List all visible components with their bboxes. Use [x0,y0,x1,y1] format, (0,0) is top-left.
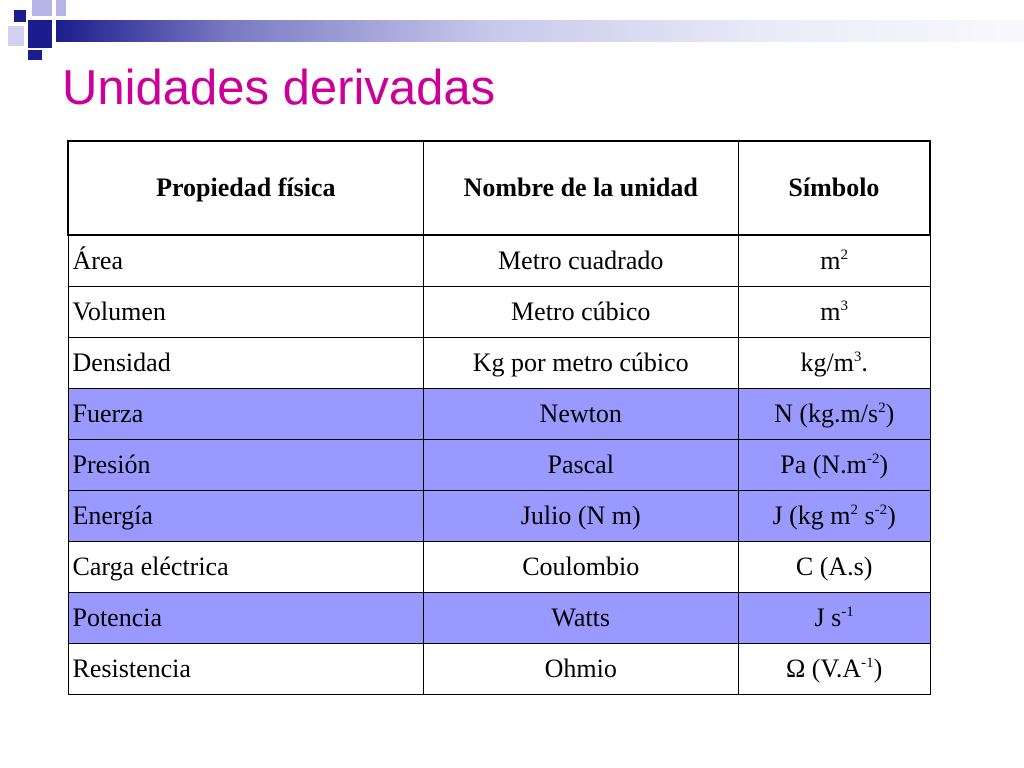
cell-property: Presión [68,440,423,491]
cell-property: Volumen [68,287,423,338]
cell-symbol [738,644,930,695]
symbol-exp: -2 [866,451,880,467]
cell-symbol [738,542,930,593]
header-gradient-bar [56,20,1024,42]
table-row [68,338,930,389]
cell-symbol [738,491,930,542]
cell-symbol [738,287,930,338]
cell-unit-name: Julio (N m) [423,491,738,542]
symbol-suffix: ) [885,399,895,428]
table-row [68,287,930,338]
table-row [68,593,930,644]
corner-square-blue-large [28,20,52,48]
cell-property: Potencia [68,593,423,644]
symbol-base: J (kg m [772,501,851,530]
cell-unit-name: Newton [423,389,738,440]
symbol-exp: 2 [878,400,886,416]
symbol-exp2: -2 [874,502,888,518]
symbol-exp: 3 [853,349,862,365]
corner-square-lavender-small [56,0,66,16]
corner-square-light [8,26,24,46]
corner-square-lavender [32,0,52,16]
derived-units-table [67,140,931,695]
header-property: Propiedad física [68,141,423,235]
cell-unit-name: Metro cúbico [423,287,738,338]
symbol-exp: 3 [840,298,849,314]
symbol-base: m [820,297,841,326]
corner-square-blue-bottom [28,50,42,60]
symbol-exp: 2 [850,502,859,518]
cell-unit-name: Kg por metro cúbico [423,338,738,389]
corner-square-blue-top [14,10,26,22]
cell-property: Fuerza [68,389,423,440]
slide-title: Unidades derivadas [62,61,496,115]
symbol-suffix: ) [879,450,889,479]
symbol-suffix: ) [873,654,883,683]
header-unit-name: Nombre de la unidad [423,141,738,235]
cell-unit-name: Coulombio [423,542,738,593]
cell-unit-name: Ohmio [423,644,738,695]
cell-symbol [738,338,930,389]
symbol-exp: -1 [841,604,854,620]
cell-property: Resistencia [68,644,423,695]
symbol-exp: -1 [861,655,874,671]
symbol-base: N (kg.m/s [774,399,879,428]
symbol-base: J s [814,603,842,632]
cell-symbol [738,235,930,287]
cell-unit-name: Pascal [423,440,738,491]
cell-symbol [738,593,930,644]
table-row [68,389,930,440]
header-symbol: Símbolo [738,141,930,235]
symbol-base: m [820,246,841,275]
table-row [68,235,930,287]
symbol-base: C (A.s) [795,552,873,581]
cell-property: Densidad [68,338,423,389]
cell-property: Área [68,235,423,287]
symbol-base: Ω (V.A [785,654,862,683]
symbol-base: Pa (N.m [780,450,867,479]
cell-unit-name: Watts [423,593,738,644]
cell-symbol [738,389,930,440]
symbol-mid: s [858,501,875,530]
symbol-base: kg/m [800,348,854,377]
cell-property: Carga eléctrica [68,542,423,593]
table-row [68,644,930,695]
symbol-suffix: ) [887,501,896,530]
cell-symbol [738,440,930,491]
cell-unit-name: Metro cuadrado [423,235,738,287]
table-header-row [68,141,930,235]
table-row [68,542,930,593]
cell-property: Energía [68,491,423,542]
table-row [68,491,930,542]
table-row [68,440,930,491]
symbol-suffix: . [861,348,868,377]
symbol-exp: 2 [840,247,849,263]
